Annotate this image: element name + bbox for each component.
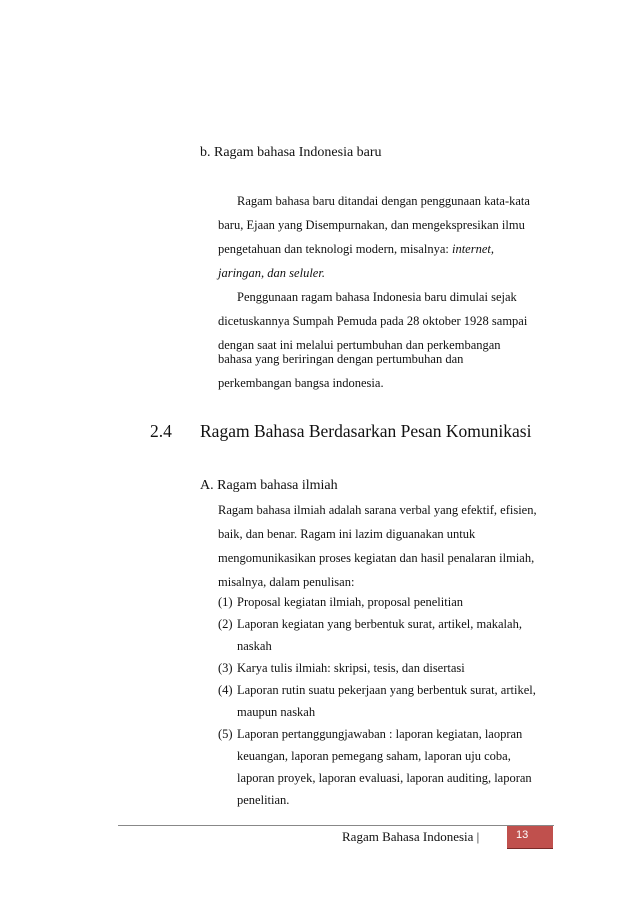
intro-line1: Ragam bahasa ilmiah adalah sarana verbal yang efektif, efisien, [218,503,537,517]
para-b1-line2: baru, Ejaan yang Disempurnakan, dan mengekspresikan ilmu [218,218,525,232]
list-item-line: naskah [237,639,272,653]
page-number: 13 [516,829,529,841]
para-b2-line1: Penggunaan ragam bahasa Indonesia baru dimulai sejak [237,290,517,304]
para-b1-line3-italic: internet, [451,242,494,256]
intro-line2: baik, dan benar. Ragam ini lazim diguanakan untuk [218,527,476,541]
list-item-num: (1) [218,595,233,609]
list-item-line: maupun naskah [237,705,316,719]
list-item-line: Laporan kegiatan yang berbentuk surat, artikel, makalah, [237,617,522,631]
list-item-line: Laporan pertanggungjawaban : laporan kegiatan, laopran [237,727,523,741]
para-b2-line5: perkembangan bangsa indonesia. [218,376,384,390]
list-item-line: Laporan rutin suatu pekerjaan yang berbentuk surat, artikel, [237,683,536,697]
intro-line3: mengomunikasikan proses kegiatan dan hasil penalaran ilmiah, [218,551,535,565]
list-item-line: penelitian. [237,793,290,807]
section-number: 2.4 [150,421,172,441]
para-b2-line4: bahasa yang beriringan dengan pertumbuhan dan [218,352,464,366]
footer-title: Ragam Bahasa Indonesia | [342,829,480,844]
page-number-badge [507,826,553,849]
list-item-num: (2) [218,617,233,631]
para-b2-line2: dicetuskannya Sumpah Pemuda pada 28 oktober 1928 sampai [218,314,528,328]
para-b1-line3 [218,243,494,256]
list-item-line: Karya tulis ilmiah: skripsi, tesis, dan disertasi [237,661,465,675]
list-item-line: Proposal kegiatan ilmiah, proposal penelitian [237,595,463,609]
para-b1-line1: Ragam bahasa baru ditandai dengan penggunaan kata-kata [237,194,530,208]
footer-rule [118,825,554,826]
intro-line4: misalnya, dalam penulisan: [218,575,355,589]
para-b2-line3: dengan saat ini melalui pertumbuhan dan perkembangan [218,338,501,352]
section-b-heading: b. Ragam bahasa Indonesia baru [200,145,382,160]
list-item-num: (4) [218,683,233,697]
list-item-num: (5) [218,727,233,741]
list-item-line: keuangan, laporan pemegang saham, laporan uju coba, [237,749,511,763]
para-b1-line3-text: pengetahuan dan teknologi modern, misalnya: [218,242,452,256]
list-item-line: laporan proyek, laporan evaluasi, laporan auditing, laporan [237,771,532,785]
list-item-num: (3) [218,661,233,675]
page-number-underline [507,848,553,849]
para-b1-line4: jaringan, dan seluler. [218,266,325,280]
section-a-heading: A. Ragam bahasa ilmiah [200,478,338,493]
section-title: Ragam Bahasa Berdasarkan Pesan Komunikasi [200,421,532,441]
